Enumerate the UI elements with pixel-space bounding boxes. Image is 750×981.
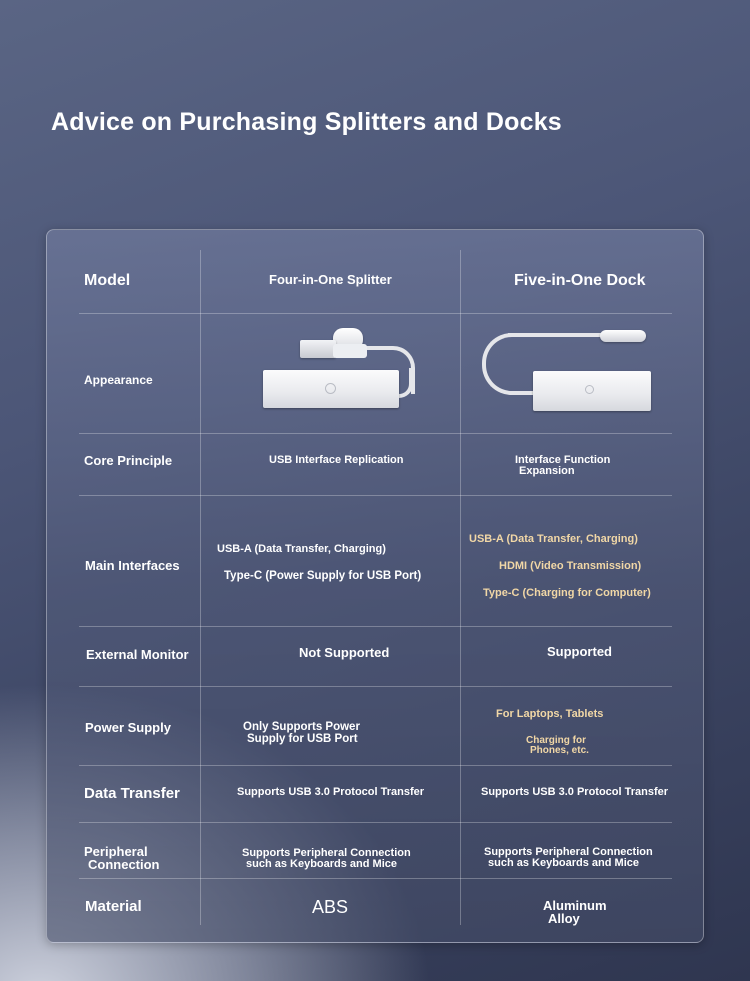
dock-cable [482,333,538,395]
power-supply-col2-line2: Charging for [526,735,586,746]
data-transfer-col1: Supports USB 3.0 Protocol Transfer [237,786,425,798]
main-interfaces-col1-line2: Type-C (Power Supply for USB Port) [224,570,422,582]
row-divider [79,822,672,823]
usb-connector-body [333,344,367,358]
column-divider [200,250,201,925]
power-supply-col1 [243,722,360,745]
row-label-data-transfer: Data Transfer [84,785,180,802]
splitter-logo-icon [325,383,336,394]
row-divider [79,495,672,496]
dock-body [533,371,651,411]
main-interfaces-col2-line1: USB-A (Data Transfer, Charging) [469,533,638,545]
row-label-peripheral-connection [84,845,160,871]
row-label-core-principle: Core Principle [84,453,173,468]
material-col2-line1: Aluminum [543,898,607,913]
row-label-material: Material [85,898,142,915]
material-col1: ABS [312,897,349,917]
power-supply-col2-rest [526,736,589,756]
peripheral-col1-line1: Supports Peripheral Connection [242,847,411,859]
usb-a-head [300,340,336,358]
external-monitor-col2: Supported [547,644,612,659]
main-interfaces-col2-line2: HDMI (Video Transmission) [499,560,642,572]
peripheral-col2 [484,847,653,869]
main-interfaces-col1-line1: USB-A (Data Transfer, Charging) [217,543,386,555]
model-col1: Four-in-One Splitter [269,272,392,287]
power-supply-col1-line2: Supply for USB Port [247,732,358,745]
model-col2: Five-in-One Dock [514,272,646,289]
page-title: Advice on Purchasing Splitters and Docks [51,108,562,136]
core-principle-col1: USB Interface Replication [269,454,404,466]
splitter-body [263,370,399,408]
row-divider [79,626,672,627]
dock-logo-icon [585,385,594,394]
power-supply-col2-line3: Phones, etc. [530,745,589,756]
peripheral-label-line2: Connection [88,857,160,872]
material-col2 [543,899,607,925]
dock-usb-c-plug [600,330,646,342]
dock-image [478,325,663,420]
column-divider [460,250,461,925]
row-label-main-interfaces: Main Interfaces [85,558,180,573]
main-interfaces-col2-line3: Type-C (Charging for Computer) [483,587,651,599]
data-transfer-col2: Supports USB 3.0 Protocol Transfer [481,786,669,798]
power-supply-col1-line1: Only Supports Power [243,721,360,733]
external-monitor-col1: Not Supported [299,645,390,660]
peripheral-col1-line2: such as Keyboards and Mice [246,858,397,870]
row-label-external-monitor: External Monitor [86,647,189,662]
material-col2-line2: Alloy [548,911,580,926]
peripheral-col2-line2: such as Keyboards and Mice [488,857,639,869]
core-principle-col2 [515,455,610,477]
row-divider [79,686,672,687]
peripheral-col2-line1: Supports Peripheral Connection [484,846,653,858]
core-principle-col2-line1: Interface Function [515,454,611,466]
row-label-appearance: Appearance [84,373,153,387]
row-divider [79,878,672,879]
power-supply-col2-line1: For Laptops, Tablets [496,708,604,720]
peripheral-col1 [242,848,411,870]
splitter-image [255,322,425,417]
row-label-model: Model [84,272,131,289]
row-label-power-supply: Power Supply [85,720,171,735]
row-divider [79,433,672,434]
core-principle-col2-line2: Expansion [519,465,575,477]
row-divider [79,313,672,314]
row-divider [79,765,672,766]
peripheral-label-line1: Peripheral [84,844,148,859]
